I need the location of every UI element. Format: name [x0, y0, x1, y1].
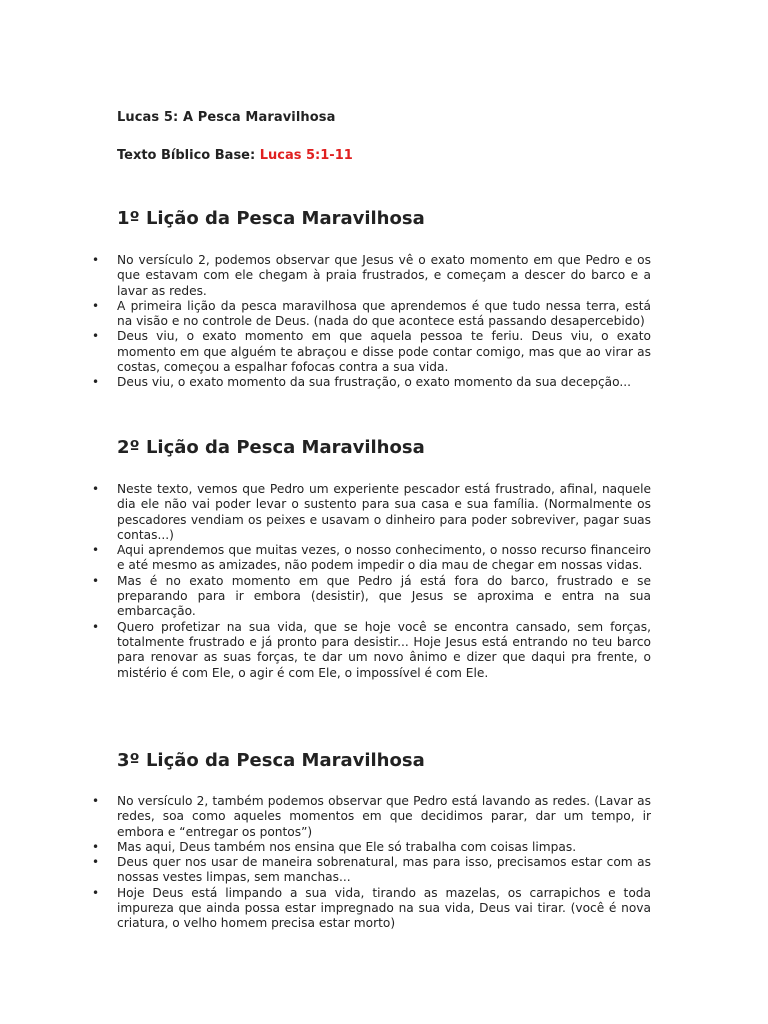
list-item-text: Mas aqui, Deus também nos ensina que Ele só trabalha com coisas limpas. [117, 839, 577, 854]
list-item [92, 855, 651, 886]
bullet-icon: • [92, 839, 100, 854]
bullet-icon: • [92, 482, 100, 496]
list-item [92, 543, 651, 574]
bullet-icon: • [92, 329, 100, 344]
list-item-text: Deus quer nos usar de maneira sobrenatural, mas para isso, precisamos estar com as nossas vestes limpas, sem manchas... [117, 855, 651, 885]
list-item-text: Neste texto, vemos que Pedro um experiente pescador está frustrado, afinal, naquele dia ele não vai poder levar o sustento para sua casa e sua família. (Normalmente os pescadores vendiam os peixes e usavam o dinheiro para poder sobreviver, pagar suas contas...) [117, 482, 651, 542]
bullet-icon: • [92, 573, 100, 588]
section-heading-2: 2º Lição da Pesca Maravilhosa [117, 437, 425, 458]
section-heading-3: 3º Lição da Pesca Maravilhosa [117, 750, 425, 771]
list-item [92, 253, 651, 299]
bullet-icon: • [92, 794, 100, 808]
bullet-icon: • [92, 375, 100, 390]
base-text-label: Texto Bíblico Base: [117, 148, 260, 163]
list-item-text: Deus viu, o exato momento da sua frustração, o exato momento da sua decepção... [117, 375, 631, 390]
list-item-text: Hoje Deus está limpando a sua vida, tirando as mazelas, os carrapichos e toda impureza que ainda possa estar impregnado na sua vida, Deus vai tirar. (você é nova criatura, o velho homem precisa estar morto) [117, 885, 651, 931]
list-item-text: No versículo 2, também podemos observar que Pedro está lavando as redes. (Lavar as redes, soa como aqueles momentos em que decidimos parar, dar um tempo, ir embora e “entregar os pontos”) [117, 794, 651, 839]
section-list-1 [92, 253, 651, 391]
list-item [92, 619, 651, 681]
bullet-icon: • [92, 543, 100, 558]
list-item-text: No versículo 2, podemos observar que Jesus vê o exato momento em que Pedro e os que estavam com ele chegam à praia frustrados, e começam a descer do barco e a lavar as redes. [117, 253, 651, 298]
base-text-reference: Lucas 5:1-11 [259, 148, 353, 163]
bullet-icon: • [92, 855, 100, 870]
bullet-icon: • [92, 885, 100, 900]
list-item-text: Deus viu, o exato momento em que aquela pessoa te feriu. Deus viu, o exato momento em que alguém te abraçou e disse pode contar comigo, mas que ao virar as costas, começou a espalhar fofocas contra a sua vida. [117, 329, 651, 375]
bullet-icon: • [92, 253, 100, 267]
section-list-3 [92, 794, 651, 932]
list-item-text: Mas é no exato momento em que Pedro já está fora do barco, frustrado e se preparando para ir embora (desistir), que Jesus se aproxima e entra na sua embarcação. [117, 573, 651, 619]
list-item [92, 482, 651, 543]
list-item-text: A primeira lição da pesca maravilhosa que aprendemos é que tudo nessa terra, está na visão e no controle de Deus. (nada do que acontece está passando desapercebido) [117, 298, 651, 329]
list-item-text: Quero profetizar na sua vida, que se hoje você se encontra cansado, sem forças, totalmente frustrado e já pronto para desistir... Hoje Jesus está entrando no teu barco para renovar as suas forças, te dar um novo ânimo e dizer que daqui pra frente, o mistério é com Ele, o agir é com Ele, o impossível é com Ele. [117, 619, 651, 680]
list-item [92, 329, 651, 375]
list-item [92, 839, 651, 855]
document-title: Lucas 5: A Pesca Maravilhosa [117, 110, 336, 125]
section-heading-1: 1º Lição da Pesca Maravilhosa [117, 208, 425, 229]
bullet-icon: • [92, 619, 100, 634]
base-text-line [117, 148, 353, 163]
list-item [92, 573, 651, 620]
list-item [92, 298, 651, 330]
list-item [92, 375, 651, 390]
list-item [92, 794, 651, 840]
bullet-icon: • [92, 298, 100, 313]
list-item [92, 885, 651, 932]
section-list-2 [92, 482, 651, 681]
list-item-text: Aqui aprendemos que muitas vezes, o nosso conhecimento, o nosso recurso financeiro e até mesmo as amizades, não podem impedir o dia mau de chegar em nossas vidas. [117, 543, 651, 573]
